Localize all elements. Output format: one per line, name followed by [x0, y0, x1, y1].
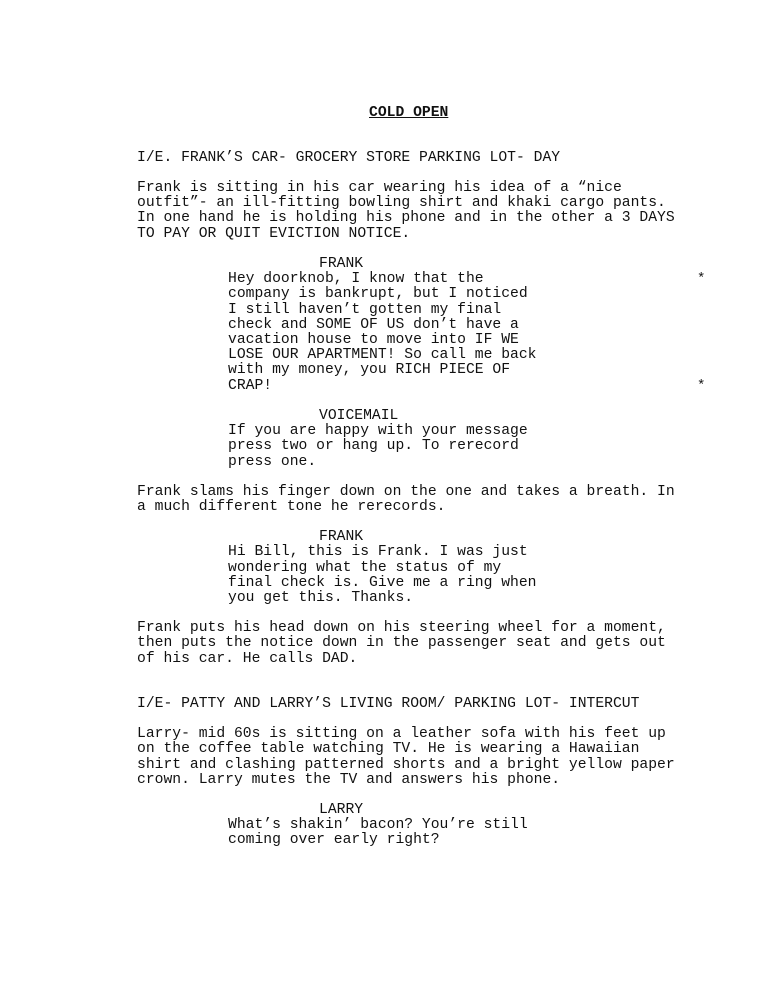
revision-mark: * [697, 271, 706, 287]
dialogue-line: What’s shakin’ bacon? You’re still [228, 817, 528, 833]
character-name: LARRY [319, 802, 364, 818]
character-name: FRANK [319, 256, 364, 272]
action-line: Larry- mid 60s is sitting on a leather sofa with his feet up [137, 726, 666, 742]
dialogue-line: vacation house to move into IF WE [228, 332, 519, 348]
dialogue-line: with my money, you RICH PIECE OF [228, 362, 511, 378]
action-line: Frank puts his head down on his steering wheel for a moment, [137, 620, 666, 636]
dialogue-line: check and SOME OF US don’t have a [228, 317, 519, 333]
dialogue-line: coming over early right? [228, 832, 440, 848]
dialogue-line: company is bankrupt, but I noticed [228, 286, 528, 302]
scene-heading: I/E. FRANK’S CAR- GROCERY STORE PARKING LOT- DAY [137, 150, 561, 166]
action-line: crown. Larry mutes the TV and answers his phone. [137, 772, 561, 788]
dialogue-line: LOSE OUR APARTMENT! So call me back [228, 347, 537, 363]
dialogue-line: I still haven’t gotten my final [228, 302, 502, 318]
dialogue-line: If you are happy with your message [228, 423, 528, 439]
action-line: a much different tone he rerecords. [137, 499, 446, 515]
dialogue-line: you get this. Thanks. [228, 590, 414, 606]
page-title: COLD OPEN [369, 105, 449, 121]
dialogue-line: press two or hang up. To rerecord [228, 438, 519, 454]
action-line: TO PAY OR QUIT EVICTION NOTICE. [137, 226, 411, 242]
action-line: on the coffee table watching TV. He is wearing a Hawaiian [137, 741, 640, 757]
character-name: VOICEMAIL [319, 408, 399, 424]
revision-mark: * [697, 378, 706, 394]
dialogue-line: final check is. Give me a ring when [228, 575, 537, 591]
action-line: of his car. He calls DAD. [137, 651, 358, 667]
action-line: Frank slams his finger down on the one and takes a breath. In [137, 484, 675, 500]
action-line: then puts the notice down in the passenger seat and gets out [137, 635, 666, 651]
action-line: Frank is sitting in his car wearing his idea of a “nice [137, 180, 622, 196]
dialogue-line: Hey doorknob, I know that the [228, 271, 484, 287]
action-line: shirt and clashing patterned shorts and a bright yellow paper [137, 757, 675, 773]
dialogue-line: Hi Bill, this is Frank. I was just [228, 544, 528, 560]
action-line: In one hand he is holding his phone and in the other a 3 DAYS [137, 210, 675, 226]
dialogue-line: press one. [228, 454, 317, 470]
dialogue-line: wondering what the status of my [228, 560, 502, 576]
action-line: outfit”- an ill-fitting bowling shirt and khaki cargo pants. [137, 195, 666, 211]
scene-heading: I/E- PATTY AND LARRY’S LIVING ROOM/ PARKING LOT- INTERCUT [137, 696, 640, 712]
character-name: FRANK [319, 529, 364, 545]
dialogue-line: CRAP! [228, 378, 273, 394]
